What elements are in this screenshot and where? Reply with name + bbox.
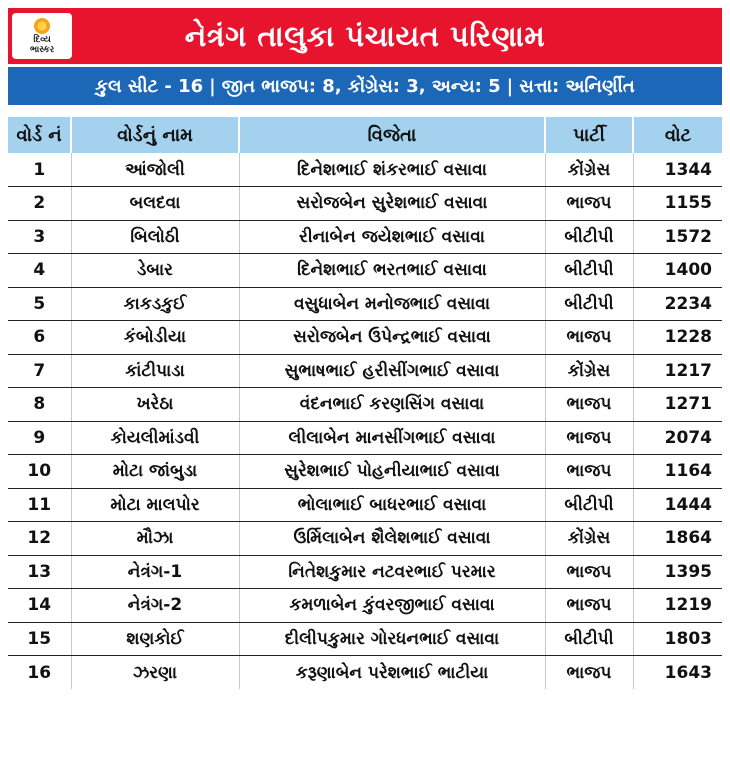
table-row	[8, 622, 722, 656]
ward-name: નેત્રંગ-2	[71, 589, 239, 623]
table-row	[8, 153, 722, 187]
ward-name: કોયલીમાંડવી	[71, 421, 239, 455]
ward-no: 5	[8, 287, 71, 321]
party-name: કોંગ્રેસ	[545, 354, 633, 388]
table-row	[8, 421, 722, 455]
vote-count: 1643	[664, 662, 712, 683]
ward-no: 6	[8, 321, 71, 355]
party-name: ભાજપ	[545, 555, 633, 589]
ward-name: નેત્રંગ-1	[71, 555, 239, 589]
ward-no: 14	[8, 589, 71, 623]
table-row	[8, 287, 722, 321]
ward-no: 15	[8, 622, 71, 656]
ward-no: 2	[8, 187, 71, 221]
winner-name: દિનેશભાઈ ભરતભાઈ વસાવા	[239, 254, 545, 288]
party-wins: જીત ભાજપ: 8, કોંગ્રેસ: 3, અન્ય: 5	[221, 75, 501, 97]
vote-count: 1155	[633, 187, 722, 221]
table-body	[8, 153, 722, 689]
winner-name: દિનેશભાઈ શંકરભાઈ વસાવા	[239, 153, 545, 187]
winner-name: નિતેશકુમાર નટવરભાઈ પરમાર	[239, 555, 545, 589]
table-header-row	[8, 117, 722, 153]
party-name: ભાજપ	[545, 321, 633, 355]
vote-count: 1395	[633, 555, 722, 589]
divya-bhaskar-logo	[12, 13, 72, 59]
vote-count: 1217	[633, 354, 722, 388]
ward-name: મોટા જાંબુડા	[71, 455, 239, 489]
winner-name: સરોજબેન ઉપેન્દ્રભાઈ વસાવા	[239, 321, 545, 355]
ward-no: 9	[8, 421, 71, 455]
title-bar	[8, 8, 722, 64]
vote-count: 1864	[633, 522, 722, 556]
winner-name: ભોલાભાઈ બાધરભાઈ વસાવા	[239, 488, 545, 522]
ward-name: ખરેઠા	[71, 388, 239, 422]
vote-count: 2074	[633, 421, 722, 455]
winner-name: રીનાબેન જયેશભાઈ વસાવા	[239, 220, 545, 254]
ward-name: મૌઝા	[71, 522, 239, 556]
header-ward-name: વોર્ડનું નામ	[71, 117, 239, 153]
party-name: બીટીપી	[545, 254, 633, 288]
vote-count: 1271	[633, 388, 722, 422]
ward-name: કાંટીપાડા	[71, 354, 239, 388]
vote-count: 2234	[633, 287, 722, 321]
ward-name: મોટા માલપોર	[71, 488, 239, 522]
party-name: ભાજપ	[545, 187, 633, 221]
table-row	[8, 187, 722, 221]
winner-name: કમળાબેન કુંવરજીભાઈ વસાવા	[239, 589, 545, 623]
ward-name: બલદવા	[71, 187, 239, 221]
table-row	[8, 488, 722, 522]
vote-count: 1219	[633, 589, 722, 623]
power-status: સત્તા: અનિર્ણીત	[519, 75, 635, 97]
winner-name: લીલાબેન માનસીંગભાઈ વસાવા	[239, 421, 545, 455]
winner-name: વંદનભાઈ કરણસિંગ વસાવા	[239, 388, 545, 422]
logo-line-2: ભાસ્કર	[29, 44, 55, 55]
header-party: પાર્ટી	[545, 117, 633, 153]
logo-line-1: દિવ્ય	[33, 34, 51, 45]
winner-name: ઉર્મિલાબેન શૈલેશભાઈ વસાવા	[239, 522, 545, 556]
summary-bar	[8, 67, 722, 105]
table-row	[8, 321, 722, 355]
winner-name: દીલીપકુમાર ગોરધનભાઈ વસાવા	[239, 622, 545, 656]
table-row	[8, 220, 722, 254]
header-votes: વોટ	[633, 117, 722, 153]
party-name: બીટીપી	[545, 622, 633, 656]
vote-count: 1803	[633, 622, 722, 656]
separator: |	[506, 75, 514, 97]
total-seats: કુલ સીટ - 16	[95, 75, 204, 97]
party-name: ભાજપ	[545, 455, 633, 489]
header-ward-no: વોર્ડ નં	[8, 117, 71, 153]
vote-count: 1164	[633, 455, 722, 489]
party-name: ભાજપ	[545, 388, 633, 422]
vote-count: 1572	[633, 220, 722, 254]
vote-count: 1228	[633, 321, 722, 355]
ward-no: 3	[8, 220, 71, 254]
winner-name: સુભાષભાઈ હરીસીંગભાઈ વસાવા	[239, 354, 545, 388]
party-name: બીટીપી	[545, 220, 633, 254]
table-row	[8, 254, 722, 288]
ward-name: ડેબાર	[71, 254, 239, 288]
party-name: ભાજપ	[545, 589, 633, 623]
ward-no: 13	[8, 555, 71, 589]
ward-no: 10	[8, 455, 71, 489]
winner-name: કરૂણાબેન પરેશભાઈ ભાટીયા	[239, 656, 545, 690]
ward-name: કાકડકુઈ	[71, 287, 239, 321]
ward-no: 1	[8, 153, 71, 187]
table-row	[8, 589, 722, 623]
ward-no: 8	[8, 388, 71, 422]
table-row	[8, 522, 722, 556]
winner-name: સરોજબેન સુરેશભાઈ વસાવા	[239, 187, 545, 221]
table-row	[8, 388, 722, 422]
ward-name: ઝરણા	[71, 656, 239, 690]
ward-name: આંજોલી	[71, 153, 239, 187]
ward-no: 4	[8, 254, 71, 288]
table-row	[8, 354, 722, 388]
results-table	[8, 117, 722, 689]
ward-name: કંબોડીયા	[71, 321, 239, 355]
party-name: બીટીપી	[545, 287, 633, 321]
page-title: નેત્રંગ તાલુકા પંચાયત પરિણામ	[184, 18, 546, 53]
ward-no: 7	[8, 354, 71, 388]
ward-no: 11	[8, 488, 71, 522]
winner-name: સુરેશભાઈ પોહનીયાભાઈ વસાવા	[239, 455, 545, 489]
ward-no: 16	[8, 656, 71, 690]
vote-count: 1400	[633, 254, 722, 288]
party-name: કોંગ્રેસ	[545, 522, 633, 556]
winner-name: વસુધાબેન મનોજભાઈ વસાવા	[239, 287, 545, 321]
party-name: બીટીપી	[545, 488, 633, 522]
party-name: ભાજપ	[545, 421, 633, 455]
ward-name: શણકોઈ	[71, 622, 239, 656]
separator: |	[209, 75, 216, 97]
party-name: ભાજપ	[545, 656, 633, 690]
vote-count: 1344	[633, 153, 722, 187]
ward-name: બિલોઠી	[71, 220, 239, 254]
ward-no: 12	[8, 522, 71, 556]
table-row	[8, 656, 722, 690]
sun-icon	[34, 18, 50, 34]
table-row	[8, 555, 722, 589]
table-row	[8, 455, 722, 489]
header-winner: વિજેતા	[239, 117, 545, 153]
party-name: કોંગ્રેસ	[545, 153, 633, 187]
vote-count: 1444	[633, 488, 722, 522]
